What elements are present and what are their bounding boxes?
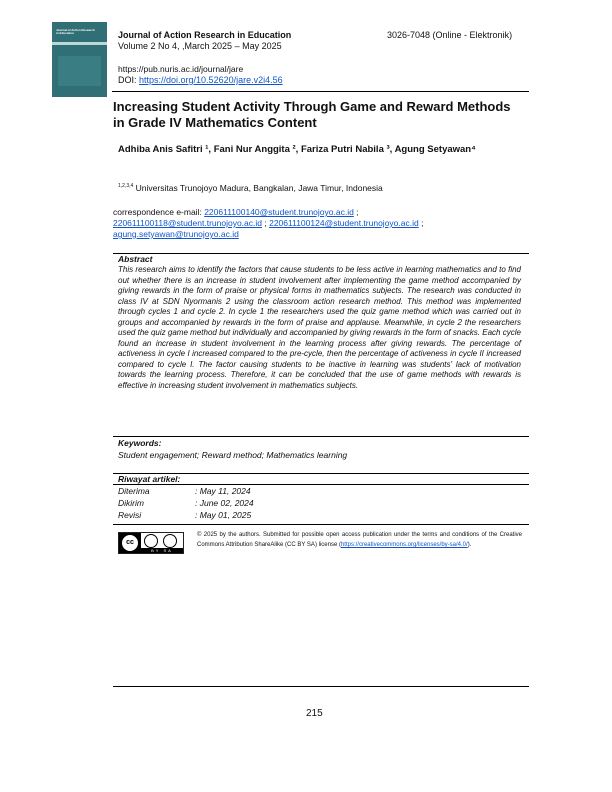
share-alike-icon — [163, 534, 177, 548]
history-heading: Riwayat artikel: — [118, 474, 181, 484]
doi-label: DOI: — [118, 75, 140, 85]
journal-name: Journal of Action Research in Education — [118, 30, 292, 40]
history-value: : June 02, 2024 — [195, 498, 254, 508]
journal-cover-thumbnail — [52, 22, 107, 97]
history-value: : May 11, 2024 — [195, 486, 251, 496]
correspondence-label: correspondence e-mail: — [113, 207, 205, 217]
footer-rule — [113, 686, 529, 687]
cover-block — [58, 56, 101, 86]
issn: 3026-7048 (Online - Elektronik) — [387, 30, 513, 40]
cc-badge-label: BY SA — [141, 548, 183, 553]
keywords-text: Student engagement; Reward method; Mathematics learning — [118, 450, 348, 460]
history-value: : May 01, 2025 — [195, 510, 252, 520]
abstract-text: This research aims to identify the factors that cause students to be less active in learning mathematics and to find out whether there is an increase in student involvement after implementing the game method accompanied by giving rewards in the form of praise or physical forms in mathematics subjects. The research was conducted in class IV at SDN Nyormanis 2 using the classroom action research method. This method was implemented through cycles 1 and cycle 2. In cycle 1 the researchers used the quiz game method which was carried out in groups and accompanied by rewards in the form of praise and applause. Meanwhile, in cycle 2 the researchers used the quiz game method but individually and accompanied by giving rewards in the form of snacks. Each cycle found an increase in student involvement in the learning process after giving rewards. The percentage of activeness in cycle I increased compared to the pre-cycle, then the percentage of activeness in cycle II increased compared to cycle I. The factor causing students to be inactive in learning was students' lack of motivation towards the learning process. Therefore, it can be concluded that the use of game methods with rewards is effective in increasing student involvement in mathematics subjects. — [118, 265, 521, 390]
email-link[interactable]: 220611100118@student.trunojoyo.ac.id — [113, 218, 262, 228]
history-heading-rule — [113, 484, 529, 485]
affiliation-text: Universitas Trunojoyo Madura, Bangkalan, Jawa Timur, Indonesia — [133, 183, 383, 193]
page-number: 215 — [306, 708, 323, 719]
cover-band — [52, 42, 107, 45]
keywords-rule — [113, 436, 529, 437]
keywords-heading: Keywords: — [118, 438, 162, 448]
cover-title: Journal of Action Research in Education — [56, 28, 95, 36]
license-link[interactable]: https://creativecommons.org/licenses/by-sa/4.0/ — [340, 542, 468, 548]
affiliation — [118, 183, 383, 193]
cc-badge-left — [119, 533, 141, 553]
history-label: Dikirim — [118, 498, 144, 508]
volume-info: Volume 2 No 4, ,March 2025 – May 2025 — [118, 41, 282, 51]
history-label: Diterima — [118, 486, 150, 496]
affiliation-marks: 1,2,3,4 — [118, 183, 134, 190]
license-statement: © 2025 by the authors. Submitted for possible open access publication under the terms and conditions of the Creative Commons Attribution ShareAlike (CC BY SA) license ( — [197, 532, 522, 548]
doi-link[interactable]: https://doi.org/10.52620/jare.v2i4.56 — [139, 75, 283, 85]
email-separator: ; — [262, 218, 270, 228]
email-separator: ; — [353, 207, 359, 217]
history-bottom-rule — [113, 524, 529, 525]
article-title: Increasing Student Activity Through Game and Reward Methods in Grade IV Mathematics Content — [113, 99, 511, 130]
abstract-heading: Abstract — [118, 254, 153, 264]
email-link[interactable]: 220611100124@student.trunojoyo.ac.id — [269, 218, 419, 228]
correspondence — [113, 207, 529, 240]
journal-url[interactable]: https://pub.nuris.ac.id/journal/jare — [118, 64, 244, 74]
doi-line — [118, 75, 283, 85]
person-icon — [144, 534, 158, 548]
email-link[interactable]: agung.setyawan@trunojoyo.ac.id — [113, 229, 239, 239]
history-label: Revisi — [118, 510, 142, 520]
header-rule — [112, 91, 529, 92]
cc-by-sa-badge[interactable] — [118, 532, 184, 554]
license-text — [197, 530, 522, 550]
email-link[interactable]: 220611100140@student.trunojoyo.ac.id — [204, 207, 354, 217]
authors: Adhiba Anis Safitri ¹, Fani Nur Anggita ², Fariza Putri Nabila ³, Agung Setyawan⁴ — [118, 144, 476, 155]
license-end: ). — [467, 542, 472, 548]
abstract-top-rule — [113, 253, 529, 254]
cc-icon: cc — [122, 535, 138, 551]
email-separator: ; — [418, 218, 424, 228]
